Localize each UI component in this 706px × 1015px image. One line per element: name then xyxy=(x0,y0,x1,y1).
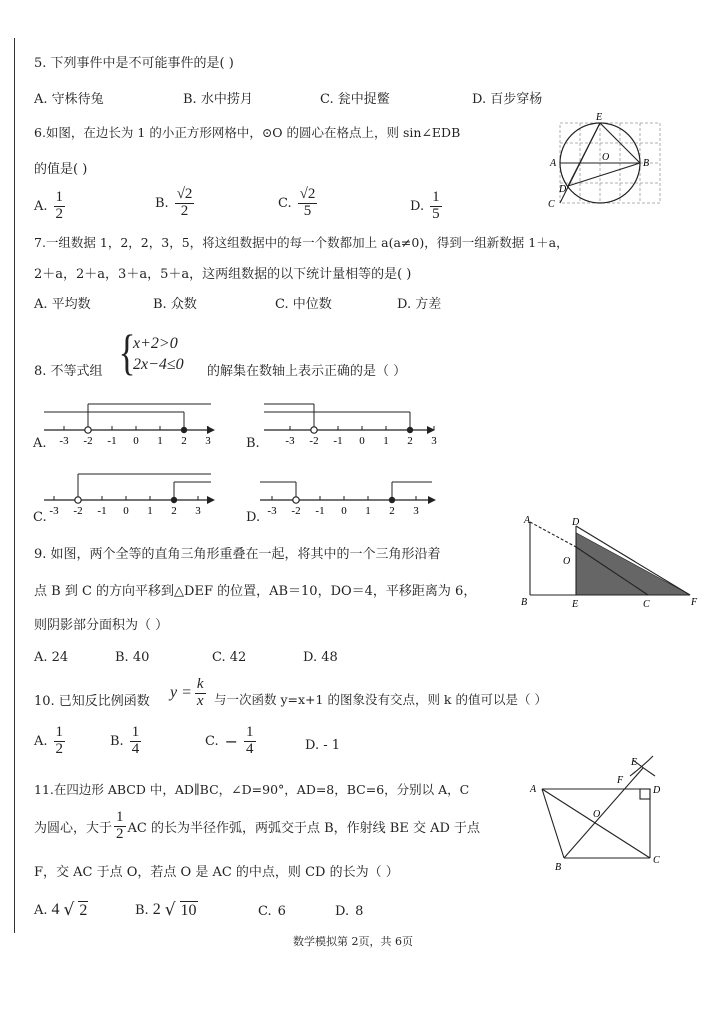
binding-margin-line xyxy=(14,38,15,933)
closed-point xyxy=(181,427,187,433)
q6-label-e: E xyxy=(596,112,603,123)
q7-option-d: D. 方差 xyxy=(397,297,442,312)
q6-label-b: B xyxy=(643,158,650,169)
q11-quadrilateral-figure xyxy=(525,748,700,873)
axis-arrow xyxy=(428,496,436,504)
q5-option-b: B. 水中捞月 xyxy=(183,92,253,107)
q8-brace: { xyxy=(118,324,136,380)
q11-label-c: C xyxy=(653,855,660,866)
q9-triangles-figure xyxy=(515,512,705,612)
q7-option-b: B. 众数 xyxy=(153,297,197,312)
q9-line1: 9. 如图，两个全等的直角三角形重叠在一起，将其中的一个三角形沿着 xyxy=(34,547,441,562)
q5-option-a: A. 守株待兔 xyxy=(34,92,104,107)
q6-option-a: A. $\frac{1}{2}$ xyxy=(34,189,64,222)
tick-label: 2 xyxy=(389,505,395,517)
tick-label: -3 xyxy=(267,505,277,517)
q8-number-line-a xyxy=(42,398,217,448)
q9-label-d: D xyxy=(572,517,580,528)
tick-label: 0 xyxy=(133,435,139,447)
q11-line2: 为圆心，大于 $\frac{1}{2}$ AC 的长为半径作弧，两弧交于点 B，作射线 BE 交 AD 于点 xyxy=(34,809,481,842)
q10-option-c: C. − $\frac{1}{4}$ xyxy=(205,724,254,757)
tick-label: 1 xyxy=(365,505,371,517)
tick-label: 2 xyxy=(407,435,413,447)
q5-stem: 5. 下列事件中是不可能事件的是( ) xyxy=(34,56,234,71)
q8-option-c-label: C. xyxy=(33,510,47,525)
q9-label-e: E xyxy=(572,599,579,610)
tick-label: 3 xyxy=(205,435,211,447)
q9-label-b: B xyxy=(521,597,528,608)
q8-number-line-c xyxy=(42,470,217,520)
q10-option-d: D. - 1 xyxy=(305,738,341,753)
q6-stem-line1: 6.如图，在边长为 1 的小正方形网格中，⊙O 的圆心在格点上，则 sin∠EDB xyxy=(34,125,461,140)
q6-label-c: C xyxy=(548,199,555,210)
closed-point xyxy=(389,497,395,503)
open-point xyxy=(293,497,299,503)
q10-function-expression: y = $\frac{k}{x}$ xyxy=(170,676,204,709)
q11-label-f: F xyxy=(617,775,624,786)
q5-option-d: D. 百步穿杨 xyxy=(472,92,543,107)
tick-label: -2 xyxy=(309,435,319,447)
q9-option-a: A. 24 xyxy=(34,650,69,665)
q8-option-d-label: D. xyxy=(246,510,261,525)
tick-label: 0 xyxy=(123,505,129,517)
q8-inequality-1: x+2>0 xyxy=(133,335,178,352)
q11-label-e: E xyxy=(631,757,638,768)
tick-label: 3 xyxy=(413,505,419,517)
q11-option-c: C. 6 xyxy=(258,904,286,919)
q6-stem-line2: 的值是( ) xyxy=(34,162,88,177)
q11-option-a: A. 4 √ 2 xyxy=(34,900,88,920)
open-point xyxy=(311,427,317,433)
tick-label: -2 xyxy=(73,505,83,517)
tick-label: -2 xyxy=(83,435,93,447)
q9-label-o: O xyxy=(563,556,571,567)
q9-line2: 点 B 到 C 的方向平移到△DEF 的位置，AB＝10，DO＝4，平移距离为 6， xyxy=(34,584,477,599)
q9-label-f: F xyxy=(691,597,698,608)
q8-inequality-2: 2x−4≤0 xyxy=(133,356,184,373)
q8-option-a-label: A. xyxy=(33,436,47,451)
tick-label: 3 xyxy=(431,435,437,447)
q11-label-d: D xyxy=(653,785,661,796)
q11-line1: 11.在四边形 ABCD 中，AD∥BC，∠D=90°，AD=8，BC=6，分别以 A，C xyxy=(34,782,470,797)
q9-label-a: A xyxy=(524,515,531,526)
q7-option-c: C. 中位数 xyxy=(275,297,332,312)
q9-label-c: C xyxy=(643,599,650,610)
q8-number-line-b xyxy=(262,398,437,448)
closed-point xyxy=(407,427,413,433)
tick-label: 1 xyxy=(383,435,389,447)
tick-label: -1 xyxy=(315,505,325,517)
q7-option-a: A. 平均数 xyxy=(34,297,91,312)
q11-option-d: D. 8 xyxy=(335,904,364,919)
q11-label-o: O xyxy=(593,809,601,820)
tick-label: -3 xyxy=(59,435,69,447)
closed-point xyxy=(171,497,177,503)
q8-number-line-d xyxy=(258,470,438,520)
tick-label: 1 xyxy=(147,505,153,517)
open-point xyxy=(75,497,81,503)
q10-suffix: 与一次函数 y=x+1 的图象没有交点，则 k 的值可以是（ ） xyxy=(214,692,547,707)
tick-label: 0 xyxy=(359,435,365,447)
q11-label-a: A xyxy=(530,784,537,795)
tick-label: 0 xyxy=(341,505,347,517)
q7-line1: 7.一组数据 1，2，2，3，5，将这组数据中的每一个数都加上 a(a≠0)，得到一组新数据 1＋a， xyxy=(34,235,569,250)
q9-option-b: B. 40 xyxy=(115,650,150,665)
q10-prefix: 10. 已知反比例函数 xyxy=(34,694,150,709)
q8-suffix: 的解集在数轴上表示正确的是（ ） xyxy=(207,364,407,379)
tick-label: 3 xyxy=(195,505,201,517)
q5-option-c: C. 瓮中捉鳖 xyxy=(320,92,390,107)
tick-label: -1 xyxy=(107,435,117,447)
q6-option-d: D. $\frac{1}{5}$ xyxy=(410,189,440,222)
q6-label-d: D xyxy=(559,184,567,195)
tick-label: -3 xyxy=(49,505,59,517)
q10-option-a: A. $\frac{1}{2}$ xyxy=(34,724,64,757)
tick-label: -1 xyxy=(333,435,343,447)
q6-circle-grid-figure xyxy=(545,110,670,210)
q9-option-d: D. 48 xyxy=(303,650,338,665)
q6-label-o: O xyxy=(602,152,610,163)
q6-option-c: C. $\frac{√2}{5}$ xyxy=(278,186,316,219)
tick-label: -3 xyxy=(285,435,295,447)
q11-option-b: B. 2 √ 10 xyxy=(135,900,197,920)
q8-option-b-label: B. xyxy=(246,436,260,451)
open-point xyxy=(85,427,91,433)
page-footer: 数学模拟第 2页，共 6页 xyxy=(293,935,413,948)
q7-line2: 2＋a，2＋a，3＋a，5＋a，这两组数据的以下统计量相等的是( ) xyxy=(34,267,412,282)
q6-label-a: A xyxy=(550,158,557,169)
q9-option-c: C. 42 xyxy=(212,650,247,665)
axis-arrow xyxy=(207,496,215,504)
tick-label: 2 xyxy=(171,505,177,517)
tick-label: -2 xyxy=(291,505,301,517)
q10-option-b: B. $\frac{1}{4}$ xyxy=(110,724,140,757)
tick-label: -1 xyxy=(97,505,107,517)
q9-line3: 则阴影部分面积为（ ） xyxy=(34,618,169,633)
tick-label: 1 xyxy=(157,435,163,447)
q11-label-b: B xyxy=(555,862,562,873)
q11-line3: F，交 AC 于点 O，若点 O 是 AC 的中点，则 CD 的长为（ ） xyxy=(34,865,399,880)
q8-prefix: 8. 不等式组 xyxy=(34,364,103,379)
tick-label: 2 xyxy=(181,435,187,447)
q6-option-b: B. $\frac{√2}{2}$ xyxy=(155,186,193,219)
